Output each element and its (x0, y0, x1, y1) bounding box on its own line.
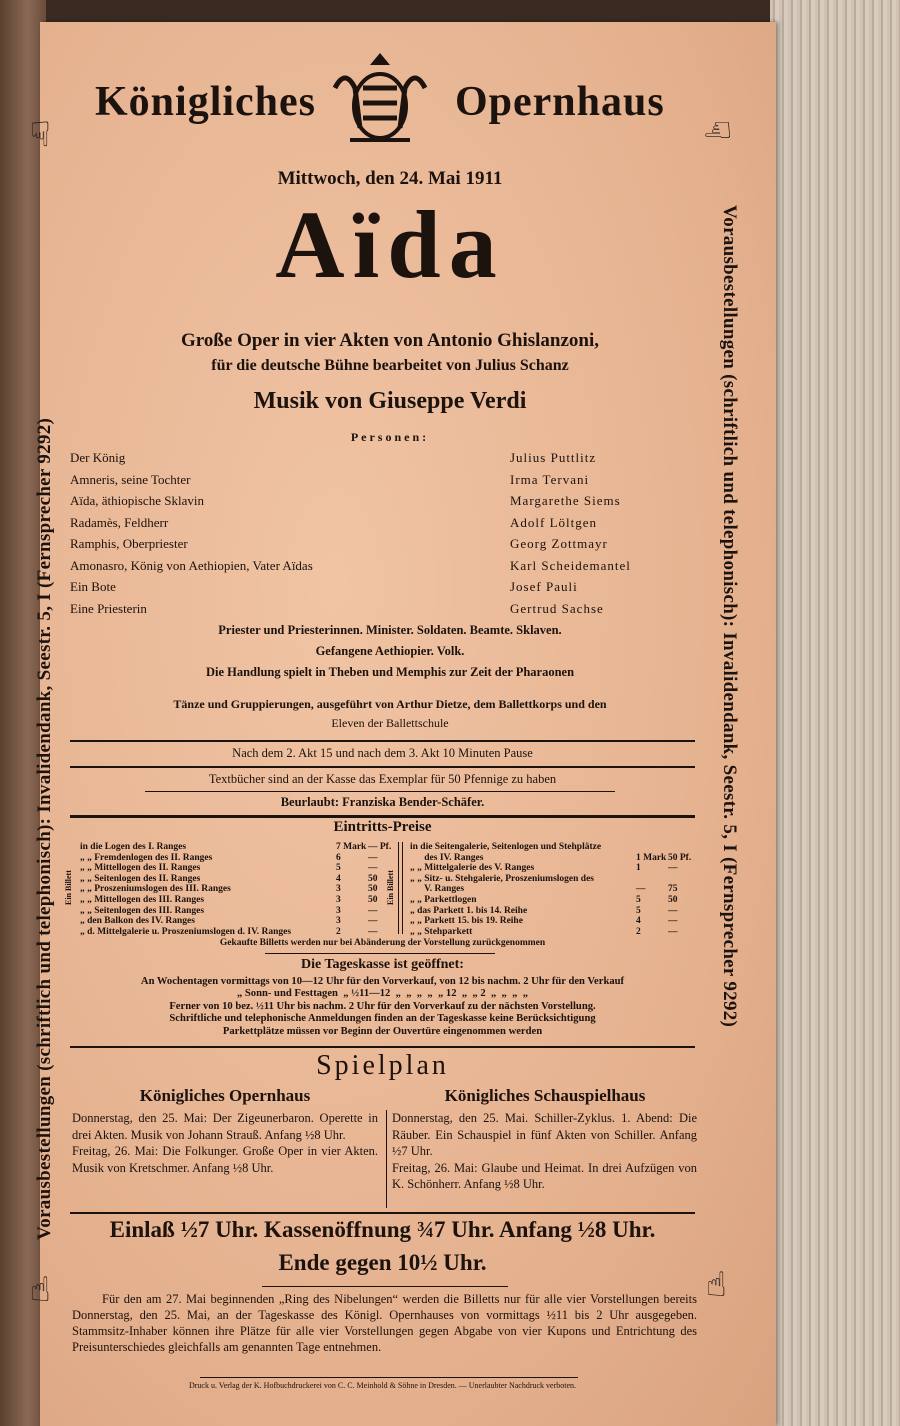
leave-info: Beurlaubt: Franziska Bender-Schäfer. (280, 795, 485, 809)
prices-heading: Eintritts-Preise (333, 819, 432, 835)
price-column-divider (398, 842, 403, 934)
side-text-right: Vorausbestellungen (schriftlich und telephonisch): Invalidendank, Seestr. 5, I (Fernsprecher 9292) (719, 205, 740, 1028)
page-stack (770, 0, 900, 1426)
cast-singer: Georg Zottmayr (510, 536, 608, 551)
cast-row (70, 515, 670, 533)
textbook-info: Textbücher sind an der Kasse das Exemplar für 50 Pfennige zu haben (208, 772, 557, 786)
price-mark: 2 (636, 926, 641, 937)
price-mark: 3 (336, 905, 341, 916)
cast-role: Eine Priesterin (70, 600, 147, 616)
cast-singer: Karl Scheidemantel (510, 557, 631, 573)
price-label: „ „ Mittellogen des II. Ranges (80, 863, 201, 874)
price-pf: — (668, 905, 678, 916)
price-label: „ „ Fremdenlogen des II. Ranges (80, 852, 213, 863)
times-line-2: Ende gegen 10½ Uhr. (278, 1250, 487, 1275)
price-label: „ „ Parkett 15. bis 19. Reihe (410, 916, 523, 927)
box-office-line: An Wochentagen vormittags von 10—12 Uhr für den Vorverkauf, von 12 bis nachm. 2 Uhr für den Verkauf (140, 976, 625, 987)
price-list-left (80, 842, 392, 937)
price-row (80, 906, 392, 917)
price-mark: 1 Mark (636, 852, 667, 863)
price-mark: 7 Mark (336, 842, 367, 852)
schedule-entry: Donnerstag, den 25. Mai: Der Zigeunerbaron. Operette in drei Akten. Musik von Johann Strauß. Anfang ½8 Uhr. (72, 1111, 378, 1142)
schedule-opera-heading: Königliches Opernhaus (139, 1086, 311, 1105)
price-row (410, 874, 700, 885)
price-pf: — (368, 905, 378, 916)
cast-row (70, 536, 670, 554)
pointing-hand-icon: ☟ (30, 115, 51, 155)
price-row (410, 863, 700, 874)
cast-row (70, 493, 670, 511)
price-row (410, 927, 700, 938)
ensemble-line-2: Gefangene Aethiopier. Volk. (315, 644, 465, 658)
schedule-opera (72, 1110, 378, 1176)
divider (265, 953, 495, 954)
price-pf: 50 (368, 873, 378, 884)
cast-singer: Irma Tervani (510, 471, 590, 487)
prices-note: Gekaufte Billetts werden nur bei Abänderung der Vorstellung zurückgenommen (219, 938, 546, 948)
ticket-label-right: Ein Billett (386, 870, 395, 905)
divider (70, 766, 695, 768)
cast-heading: Personen: (350, 430, 430, 444)
ballet-line-2: Eleven der Ballettschule (331, 716, 449, 730)
price-row (80, 895, 392, 906)
price-pf: — (368, 852, 378, 863)
cast-role: Der König (70, 450, 126, 465)
ensemble-line-1: Priester und Priesterinnen. Minister. Soldaten. Beamte. Sklaven. (218, 623, 562, 637)
performance-date: Mittwoch, den 24. Mai 1911 (277, 168, 503, 189)
price-mark: 5 (336, 863, 341, 874)
price-mark: 6 (336, 852, 341, 863)
price-row (410, 906, 700, 917)
price-label: „ „ Seitenlogen des II. Ranges (80, 873, 201, 884)
price-pf: 50 Pf. (668, 852, 692, 863)
price-mark: 5 (636, 905, 641, 916)
price-mark: 3 (336, 894, 341, 905)
price-label: des IV. Ranges (410, 852, 484, 863)
cast-role: Ein Bote (70, 579, 116, 594)
box-office-hours (60, 976, 705, 1038)
cast-singer: Josef Pauli (510, 579, 578, 594)
price-pf: — (668, 863, 678, 874)
cast-role: Radamès, Feldherr (70, 514, 169, 530)
price-pf: 50 (668, 894, 678, 905)
price-pf: — (668, 916, 678, 927)
pointing-hand-icon: ☝ (706, 1265, 727, 1305)
schedule-entry: Donnerstag, den 25. Mai. Schiller-Zyklus. 1. Abend: Die Räuber. Ein Schauspiel in fünf Akten von Schiller. Anfang ½7 Uhr. (392, 1111, 697, 1158)
imprint: Druck u. Verlag der K. Hofbuchdruckerei von C. C. Meinhold & Söhne in Dresden. — Unerlaubter Nachdruck verboten. (188, 1381, 577, 1390)
divider (70, 815, 695, 818)
pause-info: Nach dem 2. Akt 15 und nach dem 3. Akt 10 Minuten Pause (232, 746, 533, 760)
divider (70, 740, 695, 742)
price-pf: — (668, 926, 678, 937)
price-row (80, 884, 392, 895)
schedule-play-heading: Königliches Schauspielhaus (444, 1086, 646, 1105)
box-office-line: „ Sonn- und Festtagen „ ½11—12 „ „ „ „ „ 12 „ „ 2 „ „ „ „ (236, 988, 529, 1000)
divider (70, 1212, 695, 1214)
price-pf: 50 (368, 884, 378, 895)
price-mark: 1 (636, 863, 641, 874)
price-label: „ „ Sitz- u. Stehgalerie, Proszeniumslogen des (410, 873, 595, 884)
cast-row (70, 601, 670, 619)
schedule-divider (386, 1110, 387, 1208)
header-right: Opernhaus (455, 79, 665, 125)
price-row (410, 853, 700, 864)
cast-singer: Margarethe Siems (510, 493, 621, 508)
cast-row (70, 472, 670, 490)
price-label: „ „ Proszeniumslogen des III. Ranges (80, 884, 231, 895)
pointing-hand-icon: ☝ (30, 1270, 51, 1310)
cast-role: Aïda, äthiopische Sklavin (70, 493, 204, 508)
side-text-left: Vorausbestellungen (schriftlich und telephonisch): Invalidendank, Seestr. 5, I (Fernsprecher 9292) (34, 417, 55, 1240)
schedule-entry: Freitag, 26. Mai: Glaube und Heimat. In drei Aufzügen von K. Schönherr. Anfang ½8 Uhr. (392, 1160, 697, 1191)
subtitle-line-1: Große Oper in vier Akten von Antonio Ghislanzoni, (180, 330, 600, 351)
price-label: „ d. Mittelgalerie u. Proszeniumslogen d. IV. Ranges (80, 926, 292, 937)
cast-row (70, 558, 670, 576)
ballet-line-1: Tänze und Gruppierungen, ausgeführt von Arthur Dietze, dem Ballettkorps und den (173, 697, 607, 711)
price-row (410, 842, 700, 853)
price-row (80, 874, 392, 885)
price-mark: 4 (636, 916, 641, 927)
box-office-line: Parkettplätze müssen vor Beginn der Ouvertüre eingenommen werden (222, 1025, 543, 1037)
price-label: „ den Balkon des IV. Ranges (80, 916, 195, 927)
price-label: in die Logen des I. Ranges (80, 842, 187, 852)
price-mark: 2 (336, 926, 341, 937)
price-label: „ „ Parkettlogen (410, 894, 477, 905)
schedule-heading: Spielplan (316, 1050, 449, 1081)
divider (145, 791, 615, 792)
divider (70, 1046, 695, 1048)
price-row (410, 884, 700, 895)
cast-singer: Julius Puttlitz (510, 450, 597, 465)
cast-role: Amonasro, König von Aethiopien, Vater Aïdas (70, 557, 313, 573)
schedule-entry: Freitag, 26. Mai: Die Folkunger. Große Oper in vier Akten. Musik von Kretschmer. Anfang ½8 Uhr. (72, 1144, 378, 1175)
price-label: „ „ Seitenlogen des III. Ranges (80, 905, 205, 916)
price-pf: — (368, 926, 378, 937)
price-row (80, 916, 392, 927)
cast-row (70, 579, 670, 597)
price-label: „ „ Mittelgalerie des V. Ranges (410, 863, 535, 874)
price-label: „ „ Stehparkett (410, 926, 473, 937)
subtitle-line-2: für die deutsche Bühne bearbeitet von Julius Schanz (211, 357, 569, 374)
header-left: Königliches (95, 79, 317, 125)
price-label: in die Seitengalerie, Seitenlogen und Stehplätze (410, 842, 602, 852)
price-pf: 50 (368, 894, 378, 905)
price-row (80, 927, 392, 938)
price-pf: — (368, 916, 378, 927)
price-row (80, 842, 392, 853)
cast-row (70, 450, 670, 468)
price-row (80, 863, 392, 874)
times-line-1: Einlaß ½7 Uhr. Kassenöffnung ¾7 Uhr. Anfang ½8 Uhr. (109, 1217, 656, 1242)
box-office-line: Schriftliche und telephonische Anmeldungen finden an der Tageskasse keine Berücksichtigung (169, 1013, 596, 1025)
price-label: „ das Parkett 1. bis 14. Reihe (410, 905, 528, 916)
price-row (80, 853, 392, 864)
price-mark: 4 (336, 873, 341, 884)
composer: Musik von Giuseppe Verdi (253, 388, 527, 414)
box-office-line: Ferner von 10 bez. ½11 Uhr bis nachm. 2 Uhr für den Vorverkauf zu der nächsten Vorstellung. (169, 1000, 596, 1012)
price-list-right (410, 842, 700, 937)
price-label: „ „ Mittellogen des III. Ranges (80, 894, 205, 905)
price-label: V. Ranges (410, 884, 465, 895)
price-pf: — Pf. (368, 842, 392, 852)
pointing-hand-icon: ☟ (696, 119, 737, 141)
price-mark: — (636, 884, 646, 895)
box-office-heading: Die Tageskasse ist geöffnet: (301, 957, 464, 972)
crest-icon (325, 48, 435, 148)
price-pf: 75 (668, 884, 678, 895)
cast-role: Ramphis, Oberpriester (70, 536, 188, 551)
price-mark: 3 (336, 916, 341, 927)
schedule-play (392, 1110, 697, 1193)
price-mark: 3 (336, 884, 341, 895)
ensemble-line-3: Die Handlung spielt in Theben und Memphis zur Zeit der Pharaonen (205, 665, 575, 679)
price-pf: — (368, 863, 378, 874)
opera-title: Aïda (275, 191, 505, 298)
ticket-label-left: Ein Billett (64, 870, 73, 905)
divider (200, 1377, 578, 1378)
divider (262, 1286, 508, 1287)
price-row (410, 916, 700, 927)
price-row (410, 895, 700, 906)
price-mark: 5 (636, 894, 641, 905)
cast-singer: Adolf Löltgen (510, 514, 598, 530)
ring-notice: Für den am 27. Mai beginnenden „Ring des Nibelungen“ werden die Billetts nur für alle vier Vorstellungen bereits Donnerstag, den 25. Mai, an der Tageskasse des Königl. Opernhauses von vormittags ½11 bis 2 Uhr ausgegeben. Stammsitz-Inhaber können ihre Plätze für alle vier Vorstellungen gegen Abgabe von vier Kupons und Entrichtung des Preisunterschiedes gleichfalls am genannten Tage entnehmen. (72, 1292, 697, 1354)
cast-singer: Gertrud Sachse (510, 600, 604, 616)
cast-role: Amneris, seine Tochter (70, 471, 191, 487)
